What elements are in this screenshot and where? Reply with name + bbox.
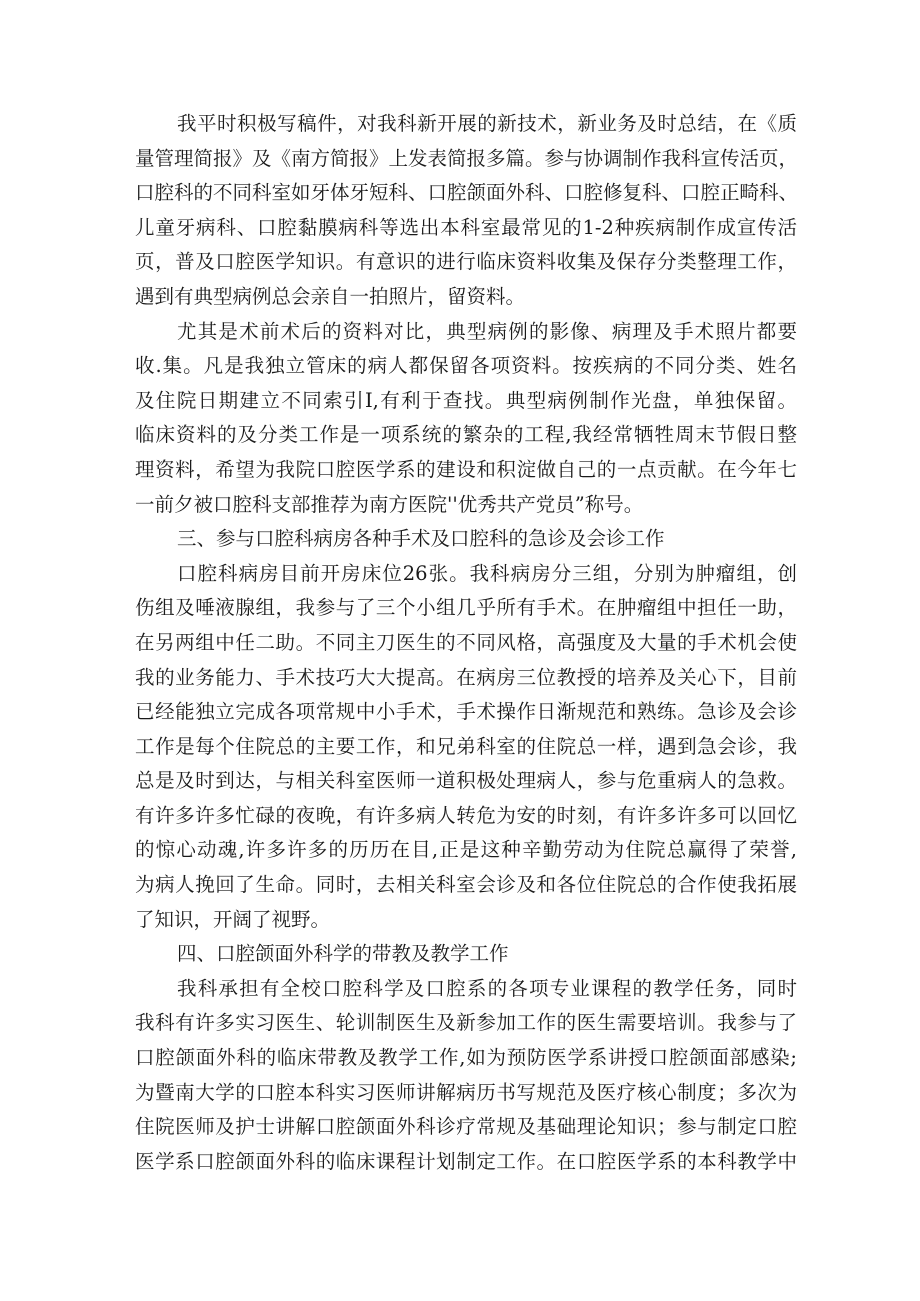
text-line: 一前夕被口腔科支部推荐为南方医院''优秀共产党员”称号。 bbox=[135, 492, 644, 516]
text-line: 我平时积极写稿件，对我科新开展的新技术，新业务及时总结，在《质 bbox=[177, 112, 797, 135]
text-line: 儿童牙病科、口腔黏膜病科等选出本科室最常见的1-2种疾病制作成宣传活 bbox=[135, 215, 797, 239]
text-line: 医学系口腔颌面外科的临床课程计划制定工作。在口腔医学系的本科教学中 bbox=[135, 1149, 797, 1173]
text-line: 临床资料的及分类工作是一项系统的繁杂的工程,我经常牺牲周末节假日整 bbox=[135, 423, 797, 447]
text-line: 的惊心动魂,许多许多的历历在目,正是这种辛勤劳动为住院总赢得了荣誉, bbox=[135, 838, 797, 862]
text-line: 口腔科的不同科室如牙体牙短科、口腔颌面外科、口腔修复科、口腔正畸科、 bbox=[135, 181, 799, 205]
text-line: 已经能独立完成各项常规中小手术，手术操作日渐规范和熟练。急诊及会诊 bbox=[135, 700, 797, 724]
text-line: 在另两组中任二助。不同主刀医生的不同风格，高强度及大量的手术机会使 bbox=[135, 630, 797, 654]
text-line: 我的业务能力、手术技巧大大提高。在病房三位教授的培养及关心下，目前 bbox=[135, 665, 797, 689]
text-line: 伤组及唾液腺组，我参与了三个小组几乎所有手术。在肿瘤组中担任一助， bbox=[135, 596, 797, 620]
text-line: 口腔科病房目前开房床位26张。我科病房分三组，分别为肿瘤组，创 bbox=[177, 561, 797, 585]
text-line: 四、口腔颌面外科学的带教及教学工作 bbox=[177, 942, 509, 966]
text-line: 遇到有典型病例总会亲自一拍照片，留资料。 bbox=[135, 284, 526, 308]
text-line: 为病人挽回了生命。同时，去相关科室会诊及和各位住院总的合作使我拓展 bbox=[135, 873, 797, 897]
text-line: 及住院日期建立不同索引I,有利于查找。典型病例制作光盘，单独保留。 bbox=[135, 388, 797, 412]
text-line: 有许多许多忙碌的夜晚，有许多病人转危为安的时刻，有许多许多可以回忆 bbox=[135, 803, 797, 827]
text-line: 我科有许多实习医生、轮训制医生及新参加工作的医生需要培训。我参与了 bbox=[135, 1011, 797, 1035]
text-line: 三、参与口腔科病房各种手术及口腔科的急诊及会诊工作 bbox=[177, 527, 665, 551]
text-line: 收.集。凡是我独立管床的病人都保留各项资料。按疾病的不同分类、姓名 bbox=[135, 354, 797, 378]
text-line: 为暨南大学的口腔本科实习医师讲解病历书写规范及医疗核心制度；多次为 bbox=[135, 1080, 797, 1104]
text-line: 量管理简报》及《南方简报》上发表简报多篇。参与协调制作我科宣传活页， bbox=[135, 146, 799, 170]
text-line: 总是及时到达，与相关科室医师一道积极处理病人，参与危重病人的急救。 bbox=[135, 769, 797, 793]
text-line: 理资料，希望为我院口腔医学系的建设和积淀做自己的一点贡献。在今年七 bbox=[135, 457, 797, 481]
text-line: 了知识，开阔了视野。 bbox=[135, 907, 331, 931]
text-line: 住院医师及护士讲解口腔颌面外科诊疗常规及基础理论知识；参与制定口腔 bbox=[135, 1115, 797, 1139]
text-line: 我科承担有全校口腔科学及口腔系的各项专业课程的教学任务，同时 bbox=[177, 976, 797, 1000]
text-line: 工作是每个住院总的主要工作，和兄弟科室的住院总一样，遇到急会诊，我 bbox=[135, 734, 797, 758]
document-page bbox=[135, 107, 797, 1179]
text-line: 尤其是术前术后的资料对比，典型病例的影像、病理及手术照片都要 bbox=[177, 319, 797, 343]
text-line: 页，普及口腔医学知识。有意识的进行临床资料收集及保存分类整理工作， bbox=[135, 250, 797, 274]
text-line: 口腔颌面外科的临床带教及教学工作,如为预防医学系讲授口腔颌面部感染; bbox=[135, 1046, 797, 1070]
